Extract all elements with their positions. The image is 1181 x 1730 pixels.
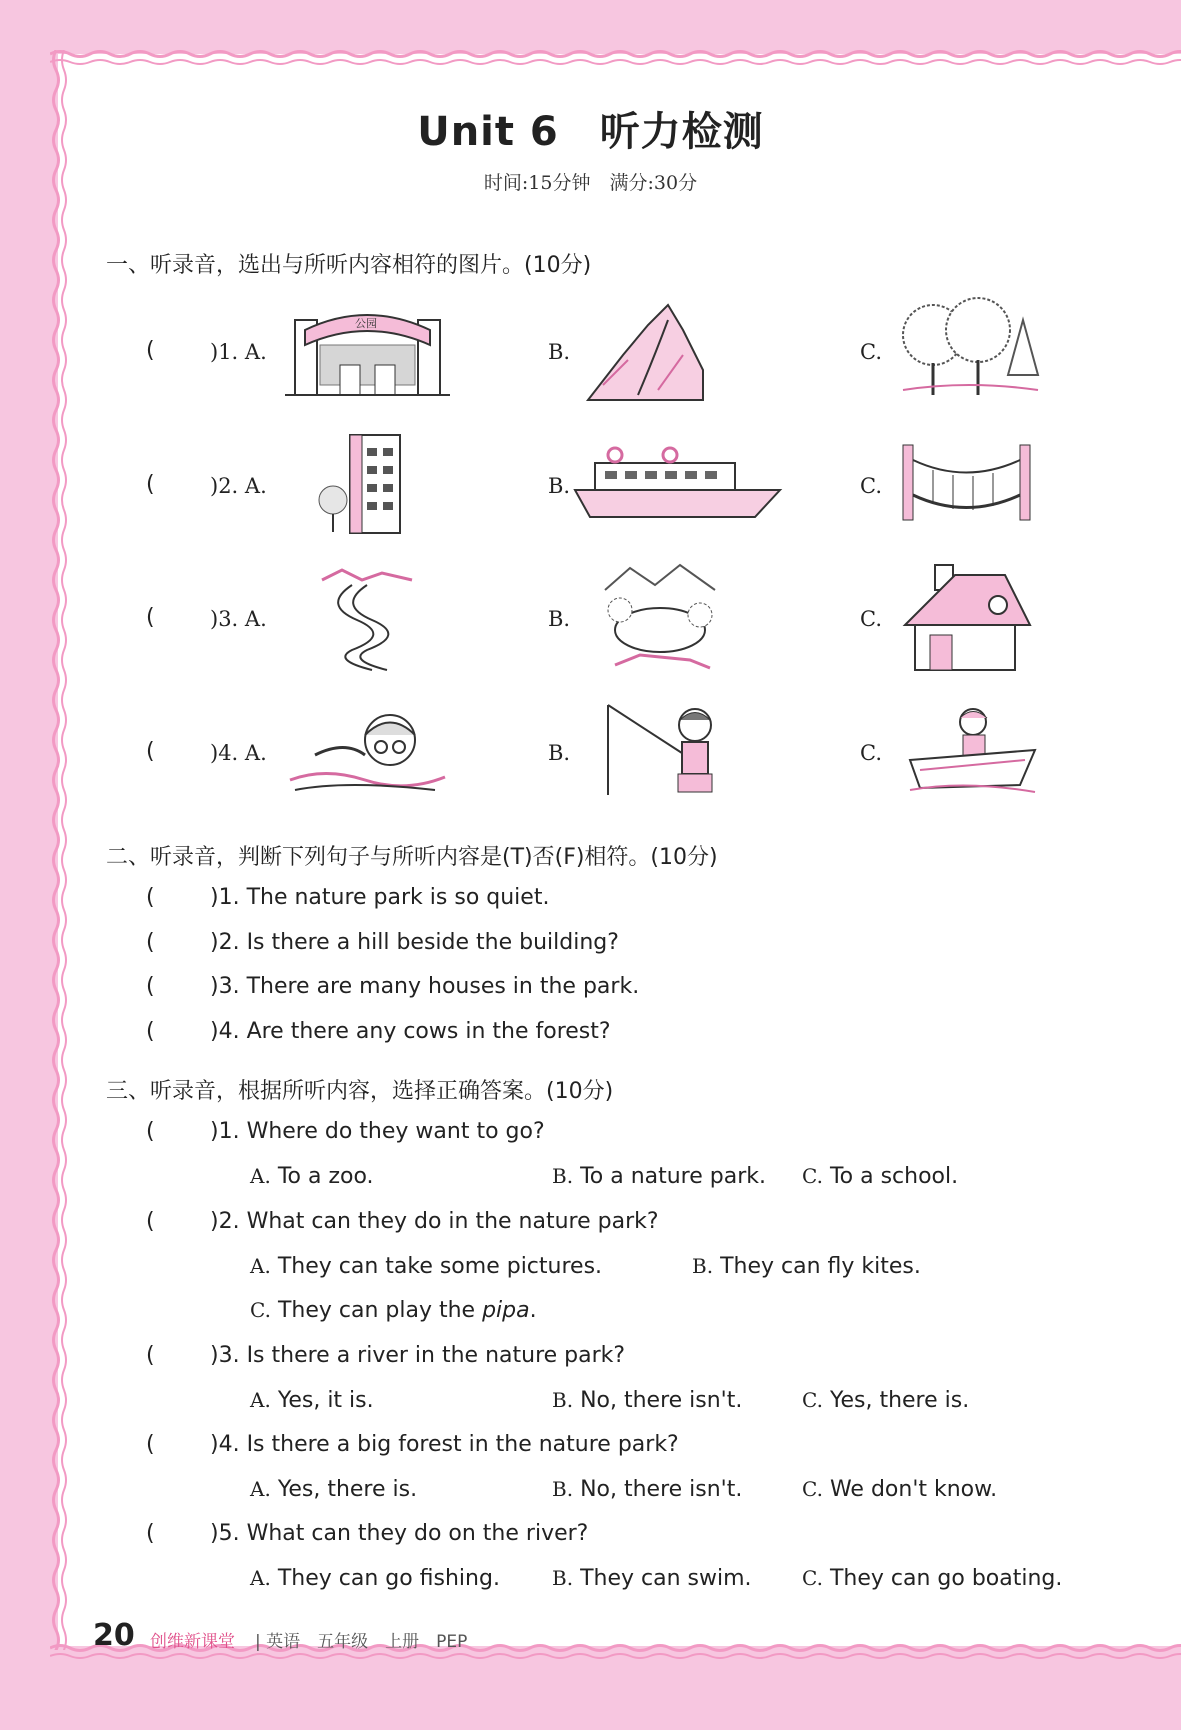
s3-q2-option-a: A. They can take some pictures. [250, 1254, 603, 1279]
bridge-picture [898, 440, 1038, 530]
river-picture [312, 565, 422, 675]
mountain-picture [583, 300, 708, 405]
answer-bracket: ( [146, 739, 155, 764]
fishing-picture [600, 700, 720, 800]
s3-q1-option-a: A. To a zoo. [250, 1164, 374, 1189]
s1-q4-b: B. [548, 741, 571, 765]
s3-q3: )3. Is there a river in the nature park? [210, 1343, 626, 1368]
answer-bracket: ( [146, 1209, 155, 1234]
park-sign-text: 公园 [355, 317, 377, 330]
answer-bracket: ( [146, 1019, 155, 1044]
s3-q5-option-c: C. They can go boating. [802, 1566, 1063, 1591]
page-subtitle: 时间:15分钟 满分:30分 [483, 172, 698, 194]
s2-item-1: )1. The nature park is so quiet. [210, 885, 550, 910]
s2-item-4: )4. Are there any cows in the forest? [210, 1019, 611, 1044]
left-wave-border [46, 50, 72, 1650]
s1-q3-c: C. [860, 607, 882, 631]
section1-heading: 一、听录音，选出与所听内容相符的图片。(10分) [106, 253, 592, 278]
boating-picture [905, 700, 1040, 795]
answer-bracket: ( [146, 1432, 155, 1457]
s3-q4: )4. Is there a big forest in the nature park? [210, 1432, 679, 1457]
park-gate-picture [285, 305, 450, 400]
answer-bracket: ( [146, 930, 155, 955]
s3-q2: )2. What can they do in the nature park? [210, 1209, 659, 1234]
s3-q1: )1. Where do they want to go? [210, 1119, 545, 1144]
top-wave-border [50, 44, 1181, 70]
s3-q3-option-b: B. No, there isn't. [552, 1388, 743, 1413]
page-title: Unit 6 听力检测 [417, 109, 764, 155]
s1-q3-b: B. [548, 607, 571, 631]
s3-q2-option-b: B. They can fly kites. [692, 1254, 921, 1279]
house-picture [900, 560, 1035, 675]
s3-q1-option-c: C. To a school. [802, 1164, 959, 1189]
s1-q2-label: )2. A. [210, 474, 267, 498]
s3-q3-option-c: C. Yes, there is. [802, 1388, 970, 1413]
s3-q3-option-a: A. Yes, it is. [250, 1388, 374, 1413]
s1-q1-c: C. [860, 340, 882, 364]
page-number: 20 [93, 1618, 135, 1653]
s3-q4-option-c: C. We don't know. [802, 1477, 998, 1502]
book-details: | 英语 五年级 上册 PEP [255, 1632, 468, 1652]
answer-bracket: ( [146, 1521, 155, 1546]
s3-q1-option-b: B. To a nature park. [552, 1164, 766, 1189]
answer-bracket: ( [146, 1119, 155, 1144]
s3-q2-option-c: C. They can play the pipa. [250, 1298, 537, 1323]
s1-q2-c: C. [860, 474, 882, 498]
s1-q1-label: )1. A. [210, 340, 267, 364]
forest-picture [893, 295, 1043, 400]
section3-heading: 三、听录音，根据所听内容，选择正确答案。(10分) [106, 1079, 614, 1104]
s1-q2-b: B. [548, 474, 571, 498]
answer-bracket: ( [146, 974, 155, 999]
swimming-picture [285, 705, 450, 795]
lake-picture [600, 560, 720, 675]
answer-bracket: ( [146, 472, 155, 497]
s2-item-3: )3. There are many houses in the park. [210, 974, 640, 999]
s1-q1-b: B. [548, 340, 571, 364]
s1-q3-label: )3. A. [210, 607, 267, 631]
s3-q4-option-b: B. No, there isn't. [552, 1477, 743, 1502]
s3-q5-option-b: B. They can swim. [552, 1566, 752, 1591]
section2-heading: 二、听录音，判断下列句子与所听内容是(T)否(F)相符。(10分) [106, 845, 718, 870]
answer-bracket: ( [146, 605, 155, 630]
answer-bracket: ( [146, 885, 155, 910]
answer-bracket: ( [146, 1343, 155, 1368]
s3-q5: )5. What can they do on the river? [210, 1521, 589, 1546]
s3-q5-option-a: A. They can go fishing. [250, 1566, 500, 1591]
s2-item-2: )2. Is there a hill beside the building? [210, 930, 619, 955]
s1-q4-label: )4. A. [210, 741, 267, 765]
answer-bracket: ( [146, 338, 155, 363]
brand-name: 创维新课堂 [150, 1632, 235, 1652]
ship-picture [570, 445, 785, 525]
s1-q4-c: C. [860, 741, 882, 765]
building-picture [315, 430, 420, 535]
s3-q4-option-a: A. Yes, there is. [250, 1477, 418, 1502]
